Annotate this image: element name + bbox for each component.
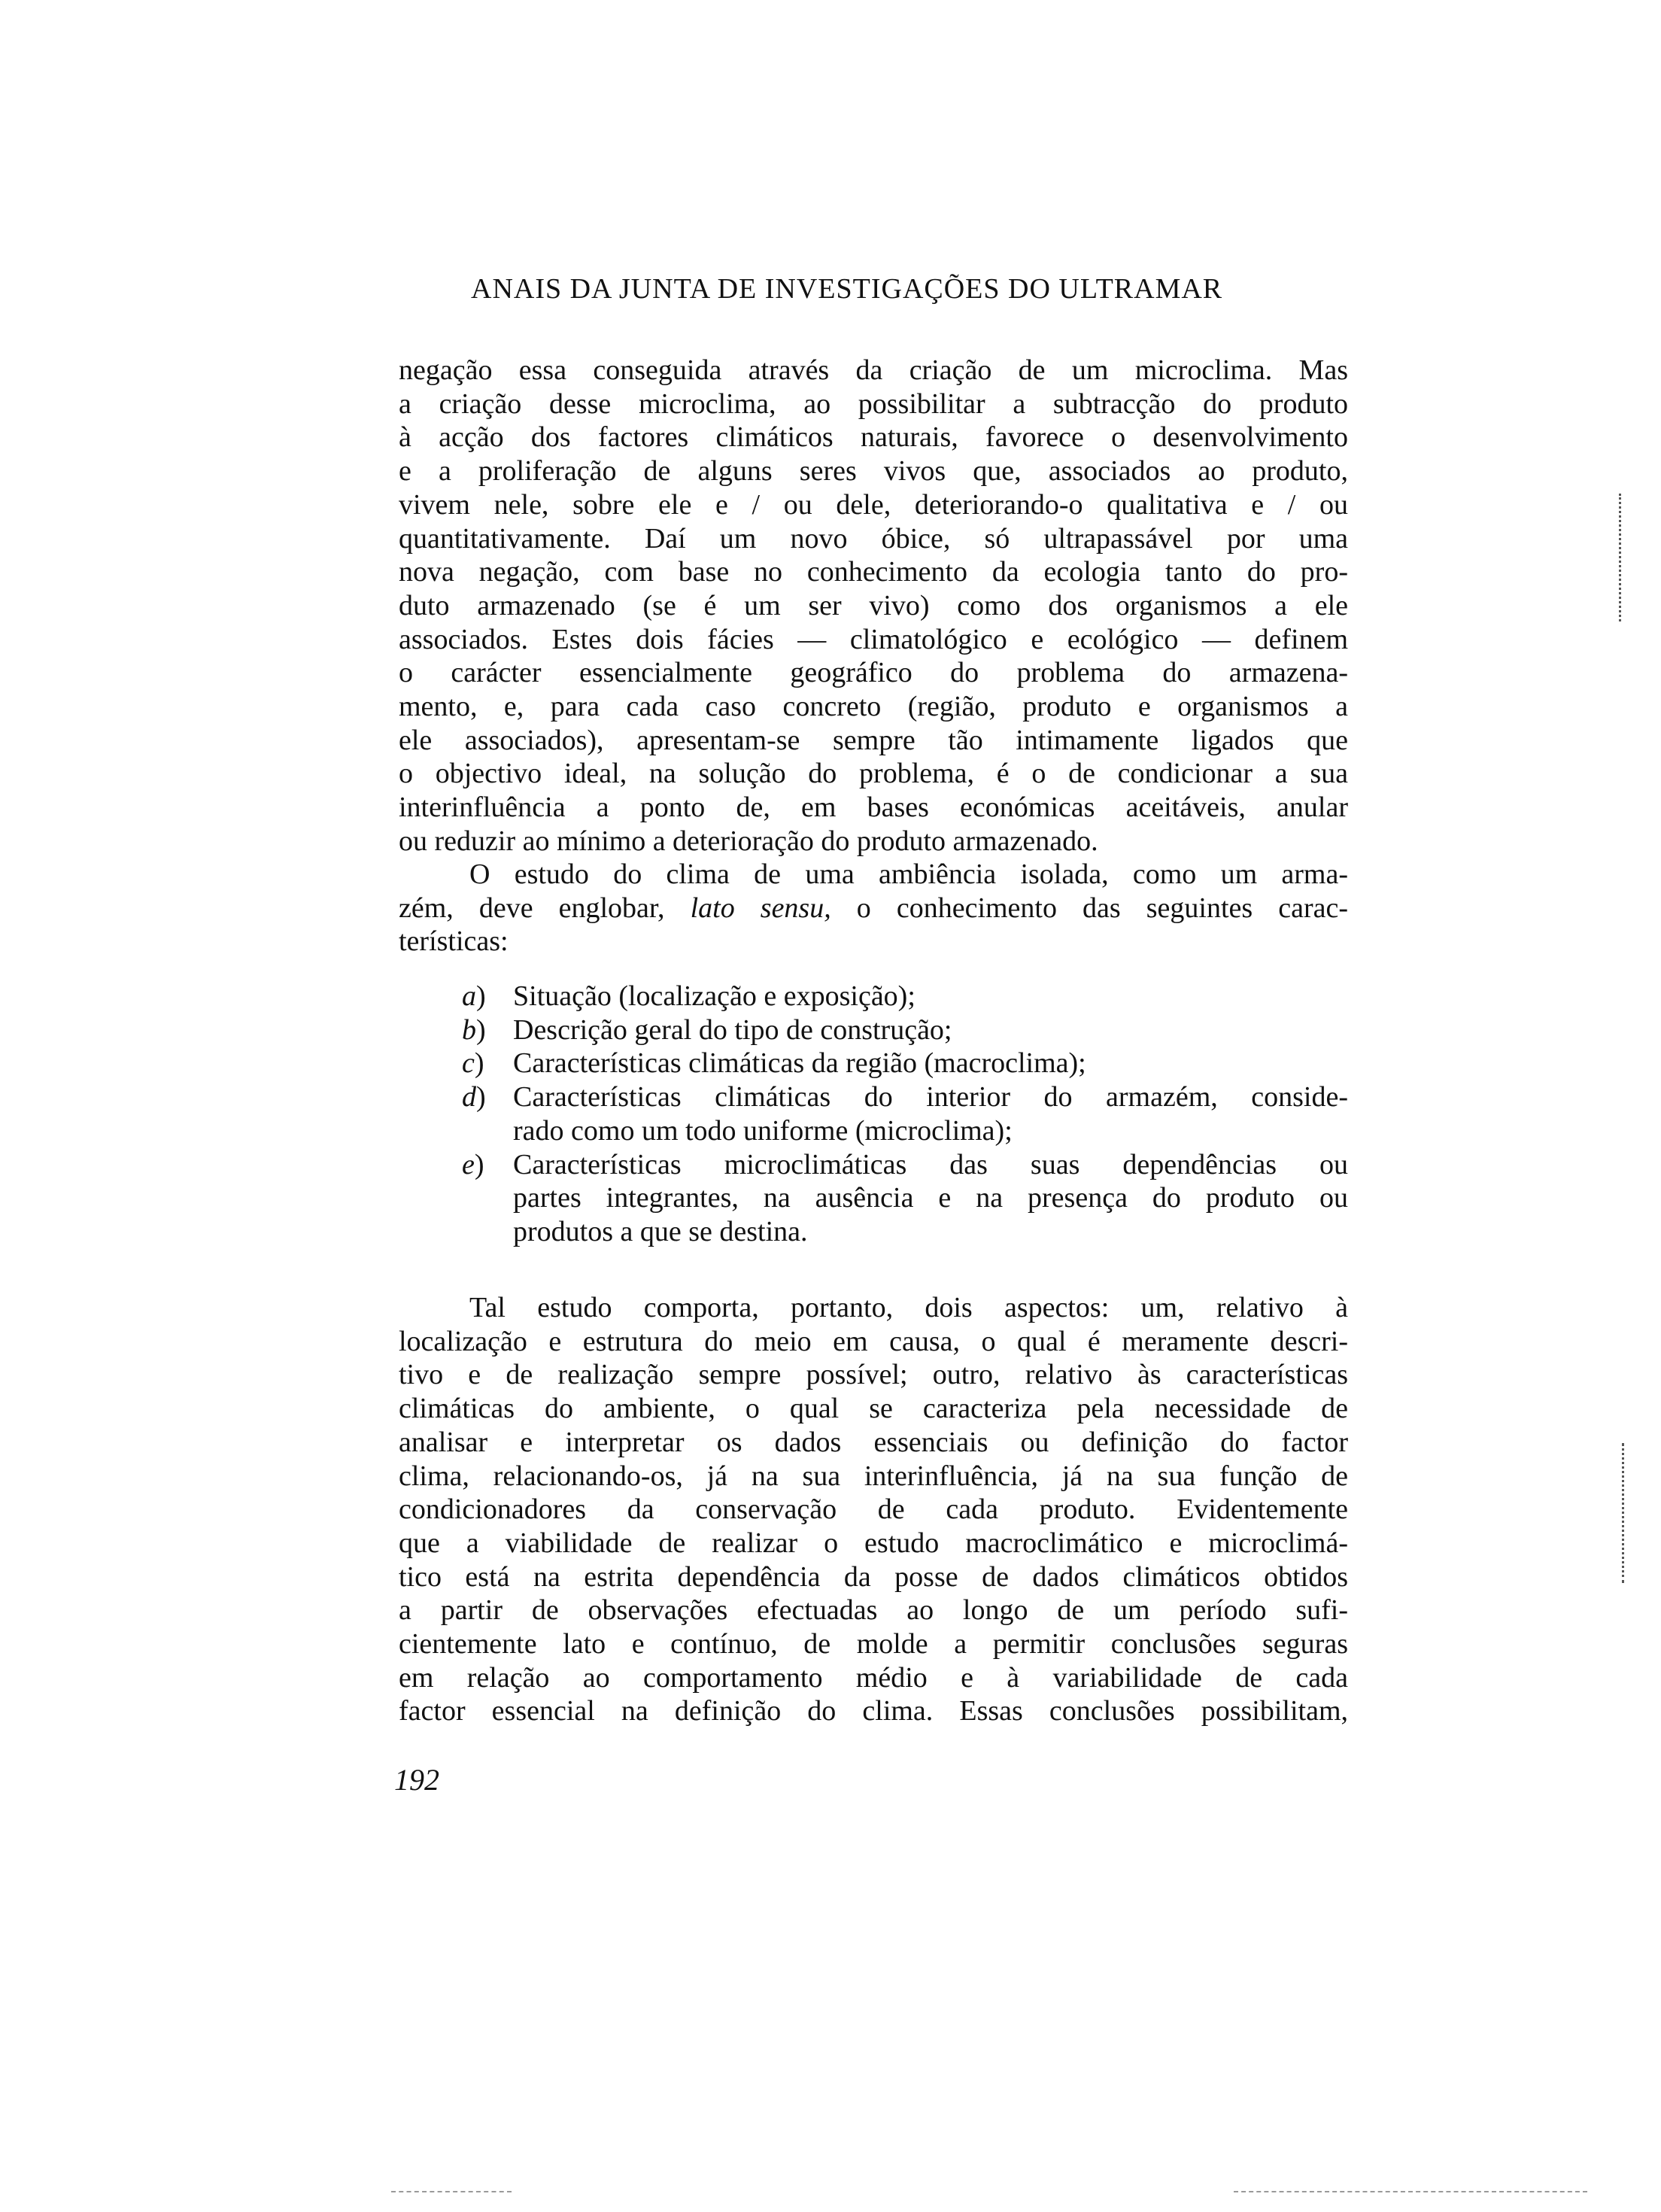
paragraph-3-line: Tal estudo comporta, portanto, dois aspectos: um, relativo à <box>469 1292 1348 1323</box>
paragraph-3-line: factor essencial na definição do clima. Essas conclusões possibilitam, <box>399 1695 1348 1727</box>
scan-artifact-mark <box>1619 494 1626 621</box>
paragraph-2-line: terísticas: <box>399 925 509 958</box>
paragraph-1-line: à acção dos factores climáticos naturais, favorece o desenvolvimento <box>399 421 1348 454</box>
paragraph-2-text: o conhecimento das seguintes carac- <box>830 892 1348 924</box>
list-marker: a) <box>462 980 486 1012</box>
paragraph-1-line: vivem nele, sobre ele e / ou dele, deteriorando-o qualitativa e / ou <box>399 488 1348 521</box>
list-item <box>462 1047 1348 1080</box>
paragraph-1-line: ele associados), apresentam-se sempre tão intimamente ligados que <box>399 724 1348 756</box>
paragraph-3-line: tico está na estrita dependência da posse de dados climáticos obtidos <box>399 1560 1348 1593</box>
list-item <box>462 1080 1348 1147</box>
paragraph-1-line: associados. Estes dois fácies — climatológico e ecológico — definem <box>399 623 1348 655</box>
list-item-text: Situação (localização e exposição); <box>513 980 916 1012</box>
list-item <box>462 1148 1348 1249</box>
paragraph-1-line: a criação desse microclima, ao possibilitar a subtracção do produto <box>399 387 1348 420</box>
paragraph-1-line: o carácter essencialmente geográfico do problema do armazena- <box>399 657 1348 689</box>
list-item <box>462 980 1348 1013</box>
paragraph-1-line: ou reduzir ao mínimo a deterioração do produto armazenado. <box>399 825 1098 857</box>
list-item-text: Descrição geral do tipo de construção; <box>513 1013 952 1046</box>
paragraph-1-line: mento, e, para cada caso concreto (região, produto e organismos a <box>399 691 1348 723</box>
paragraph-3-line: analisar e interpretar os dados essenciais ou definição do factor <box>399 1426 1348 1458</box>
paragraph-2-line <box>399 892 1348 925</box>
paragraph-1-line: quantitativamente. Daí um novo óbice, só ultrapassável por uma <box>399 522 1348 555</box>
paragraph-3-line: tivo e de realização sempre possível; outro, relativo às características <box>399 1359 1348 1391</box>
list-item-text: Características climáticas da região (macroclima); <box>513 1047 1086 1080</box>
paragraph-3 <box>399 1291 1348 1728</box>
paragraph-1-line: e a proliferação de alguns seres vivos que, associados ao produto, <box>399 455 1348 488</box>
list-item-text: Características climáticas do interior do armazém, conside- rado como um todo uniforme (microclima); <box>513 1081 1348 1147</box>
list-item <box>462 1013 1348 1047</box>
paragraph-3-line: a partir de observações efectuadas ao longo de um período sufi- <box>399 1594 1348 1627</box>
scan-artifact-mark <box>1622 1443 1629 1583</box>
paragraph-3-line: em relação ao comportamento médio e à variabilidade de cada <box>399 1661 1348 1694</box>
paragraph-3-line: localização e estrutura do meio em causa, o qual é meramente descri- <box>399 1325 1348 1357</box>
scan-artifact-rule <box>391 2191 512 2192</box>
paragraph-1-line: o objectivo ideal, na solução do problema, é o de condicionar a sua <box>399 758 1348 790</box>
paragraph-2 <box>399 858 1348 959</box>
paragraph-3-line: cientemente lato e contínuo, de molde a permitir conclusões seguras <box>399 1628 1348 1661</box>
list-marker: b) <box>462 1013 486 1046</box>
paragraph-3-line: condicionadores da conservação de cada produto. Evidentemente <box>399 1493 1348 1526</box>
paragraph-1 <box>399 354 1348 858</box>
list-marker: d) <box>462 1081 486 1114</box>
paragraph-1-line: duto armazenado (se é um ser vivo) como dos organismos a ele <box>399 589 1348 621</box>
list-marker: e) <box>462 1148 484 1180</box>
paragraph-2-text: zém, deve englobar, <box>399 892 691 924</box>
running-header: ANAIS DA JUNTA DE INVESTIGAÇÕES DO ULTRAMAR <box>471 273 1223 305</box>
paragraph-3-line: clima, relacionando-os, já na sua interinfluência, já na sua função de <box>399 1460 1348 1492</box>
scan-artifact-rule <box>1234 2191 1587 2192</box>
list-item-text: Características microclimáticas das suas dependências ou partes integrantes, na ausência e na presença do produto ou produtos a que se destina. <box>513 1148 1348 1247</box>
list-marker: c) <box>462 1047 484 1080</box>
latin-term: lato sensu, <box>690 892 831 924</box>
paragraph-1-line: interinfluência a ponto de, em bases económicas aceitáveis, anular <box>399 792 1348 824</box>
paragraph-1-line: negação essa conseguida através da criação de um microclima. Mas <box>399 354 1348 386</box>
page-number: 192 <box>394 1763 439 1797</box>
characteristics-list <box>462 980 1348 1249</box>
paragraph-3-line: que a viabilidade de realizar o estudo macroclimático e microclimá- <box>399 1527 1348 1559</box>
paragraph-3-line: climáticas do ambiente, o qual se caracteriza pela necessidade de <box>399 1393 1348 1425</box>
paragraph-1-line: nova negação, com base no conhecimento da ecologia tanto do pro- <box>399 556 1348 588</box>
paragraph-2-line: O estudo do clima de uma ambiência isolada, como um arma- <box>469 858 1348 890</box>
